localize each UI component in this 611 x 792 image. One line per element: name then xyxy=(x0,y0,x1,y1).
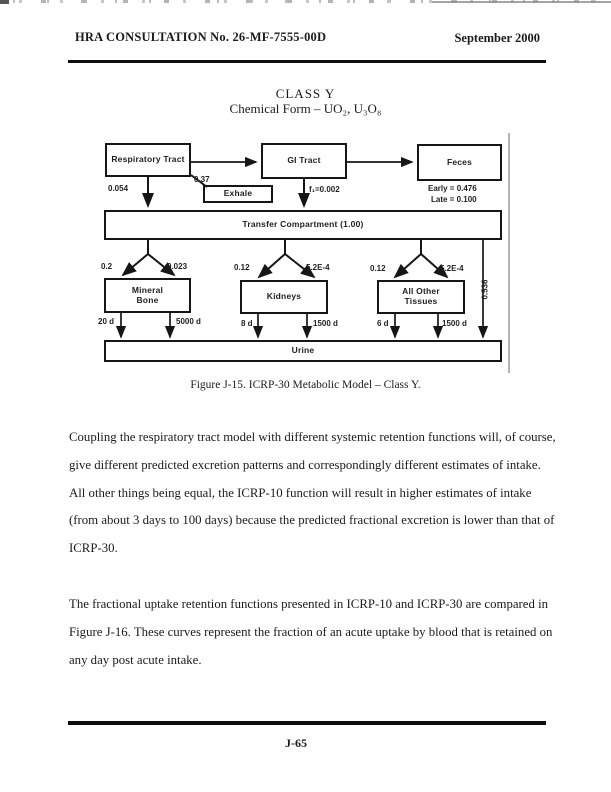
rate-feces-late: Late = 0.100 xyxy=(431,195,477,204)
figure-class-title: CLASS Y xyxy=(275,86,336,101)
body-paragraph2-line: any day post acute intake. xyxy=(69,653,202,667)
rate-transfer-to-tissues-fast: 0.12 xyxy=(370,264,386,273)
body-paragraph1-line: All other things being equal, the ICRP-10 function will result in higher estimates of intake xyxy=(69,486,532,500)
scan-mark-corner xyxy=(0,0,9,4)
box-respiratory-tract-label: Respiratory Tract xyxy=(111,154,185,165)
figure-caption: Figure J-15. ICRP-30 Metabolic Model – Class Y. xyxy=(190,379,421,391)
body-paragraph1-line: give different predicted excretion patterns and correspondingly different estimates of intake. xyxy=(69,458,541,472)
header-rule xyxy=(68,60,546,63)
box-feces-label: Feces xyxy=(446,156,473,167)
rate-transfer-to-urine: 0.536 xyxy=(480,279,490,300)
figure-chemical-form: Chemical Form – UO₂, U₃O₈ xyxy=(229,101,382,116)
rate-feces-early: Early = 0.476 xyxy=(428,184,477,193)
halftime-kidneys-slow: 1500 d xyxy=(313,319,338,328)
body-paragraph1-line: (from about 3 days to 100 days) because the predicted fractional excretion is lower than that of xyxy=(69,513,555,527)
rate-transfer-to-kidneys-fast: 0.12 xyxy=(234,263,250,272)
rate-transfer-to-kidneys-slow: 5.2E-4 xyxy=(306,263,330,272)
halftime-bone-fast: 20 d xyxy=(98,317,115,326)
box-transfer-compartment-label: Transfer Compartment (1.00) xyxy=(242,219,364,230)
scan-noise-top-right xyxy=(432,1,611,3)
rate-transfer-to-bone-slow: 0.023 xyxy=(167,262,188,271)
header-document-title: HRA CONSULTATION No. 26-MF-7555-00D xyxy=(75,30,327,44)
footer-rule xyxy=(68,721,546,725)
box-gi-tract-label: GI Tract xyxy=(287,155,321,166)
halftime-bone-slow: 5000 d xyxy=(176,317,201,326)
box-mineral-bone-label: Mineral Bone xyxy=(131,284,164,305)
rate-gi-f1: f₁=0.002 xyxy=(309,185,340,194)
header-date: September 2000 xyxy=(454,31,540,45)
halftime-tissues-slow: 1500 d xyxy=(442,319,467,328)
rate-resp-to-exhale: 0.37 xyxy=(194,175,210,184)
body-paragraph2-line: Figure J-16. These curves represent the fraction of an acute uptake by blood that is retained on xyxy=(69,625,553,639)
box-exhale-label: Exhale xyxy=(223,188,253,199)
rate-transfer-to-bone-fast: 0.2 xyxy=(101,262,113,271)
rate-transfer-to-tissues-slow: 5.2E-4 xyxy=(440,264,464,273)
page-number: J-65 xyxy=(285,736,307,750)
diagram-arrows xyxy=(95,135,520,370)
halftime-kidneys-fast: 8 d xyxy=(241,319,253,328)
box-urine-label: Urine xyxy=(291,345,315,356)
rate-resp-to-transfer: 0.054 xyxy=(108,184,129,193)
body-paragraph2-line: The fractional uptake retention functions presented in ICRP-10 and ICRP-30 are compared in xyxy=(69,597,549,611)
box-kidneys-label: Kidneys xyxy=(266,291,302,302)
body-paragraph1-line: ICRP-30. xyxy=(69,541,118,555)
box-all-other-tissues-label: All Other Tissues xyxy=(402,286,440,306)
halftime-tissues-fast: 6 d xyxy=(377,319,389,328)
body-paragraph1-line: Coupling the respiratory tract model with different systemic retention functions will, of course, xyxy=(69,430,556,444)
